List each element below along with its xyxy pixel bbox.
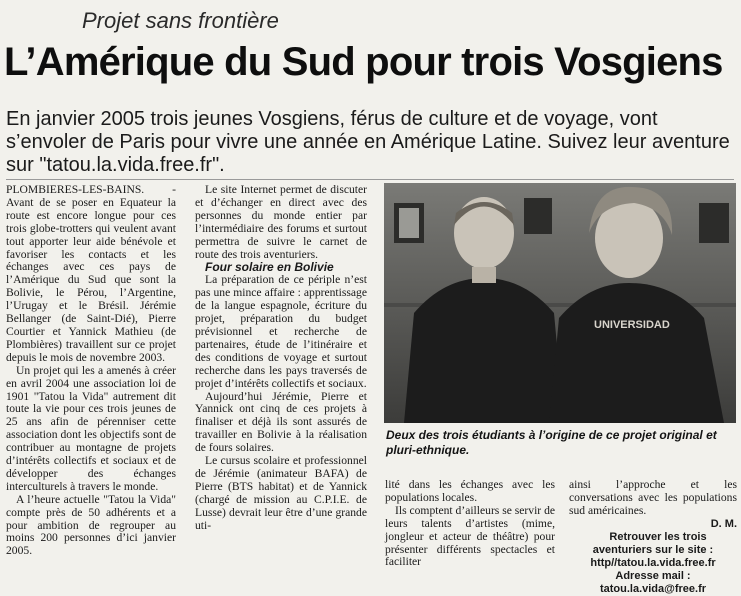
divider xyxy=(6,179,734,180)
contact-info: Retrouver les trois aventuriers sur le site : http//tatou.la.vida.free.fr Adresse mail : tatou.la.vida@free.fr xyxy=(590,530,716,595)
article-column-3 xyxy=(385,479,555,569)
headline: L’Amérique du Sud pour trois Vosgiens xyxy=(4,40,723,84)
article-column-2 xyxy=(195,184,367,532)
article-column-1 xyxy=(6,184,176,558)
paragraph: Un projet qui les a amenés à créer en avril 2004 une association loi de 1901 "Tatou la Vida" autrement dit toute la vie pour ces trois jeunes de 25 ans afin de pérenniser cette association dont les objectifs sont de contribuer au montagne de projets d’intérêts collectifs et sociaux et de développer des échanges interculturels à travers le monde. xyxy=(6,363,176,493)
paragraph: PLOMBIERES-LES-BAINS. - Avant de se poser en Equateur la route est encore longue pour ces trois globe-trotters qui veulent avant tout apporter leur aide bénévole et favoriser les contacts et les échanges avec ces pays de l’Amérique du Sud que sont la Bolivie, le Pérou, l’Argentine, l’Urugay et le Brésil. Jérémie Bellanger (de Saint-Dié), Pierre Courtier et Yannick Mathieu (de Plombières) travaillent sur ce projet depuis le mois de novembre 2003. xyxy=(6,183,176,364)
article-column-4 xyxy=(569,479,737,596)
paragraph: lité dans les échanges avec les populations locales. xyxy=(385,478,555,504)
paragraph: Aujourd’hui Jérémie, Pierre et Yannick ont cinq de ces projets à finaliser et déjà ils sont assurés de travailler en Bolivie à la réalisation de fours solaires. xyxy=(195,389,367,455)
subheading: Four solaire en Bolivie xyxy=(205,260,334,275)
paragraph: Ils comptent d’ailleurs se servir de leurs talents d’artistes (mime, jongleur et acteur de théâtre) pour présenter différents spectacles et faciliter xyxy=(385,503,556,569)
paragraph: A l’heure actuelle "Tatou la Vida" compte près de 50 adhérents et a pour ambition de regrouper au moins 200 personnes d’ici janvier 2005. xyxy=(6,492,176,558)
photo-caption: Deux des trois étudiants à l’origine de ce projet original et pluri-ethnique. xyxy=(386,428,717,457)
paragraph: ainsi l’approche et les conversations avec les populations sud américaines. xyxy=(569,478,737,517)
paragraph: Le site Internet permet de discuter et d’échanger en direct avec des personnes du monde entier par l’intermédiaire des forums et surtout permettra de suivre le carnet de route des trois aventuriers. xyxy=(195,183,367,261)
paragraph: La préparation de ce périple n’est pas une mince affaire : apprentissage de la langue espagnole, écriture du projet, préparation du budget prévisionnel et recherche de partenaires, étude de l’itinéraire et des conditions de voyage et surtout recherche dans les pays traversés de projet d’intérêts collectifs et sociaux. xyxy=(195,273,367,390)
lead-paragraph: En janvier 2005 trois jeunes Vosgiens, férus de culture et de voyage, vont s’envoler de Paris pour vivre une année en Amérique Latine. Suivez leur aventure sur "tatou.la.vida.free.fr". xyxy=(6,108,730,176)
photo xyxy=(384,183,736,423)
students-photo xyxy=(384,183,736,423)
shirt-print: UNIVERSIDAD xyxy=(594,319,670,331)
signature: D. M. xyxy=(710,517,737,530)
paragraph: Le cursus scolaire et professionnel de Jérémie (animateur BAFA) de Pierre (BTS habitat) et de Yannick (chargé de mission au C.P.I.E. de Lusse) devrait leur être d’une grande uti- xyxy=(195,454,367,532)
kicker: Projet sans frontière xyxy=(82,8,279,33)
